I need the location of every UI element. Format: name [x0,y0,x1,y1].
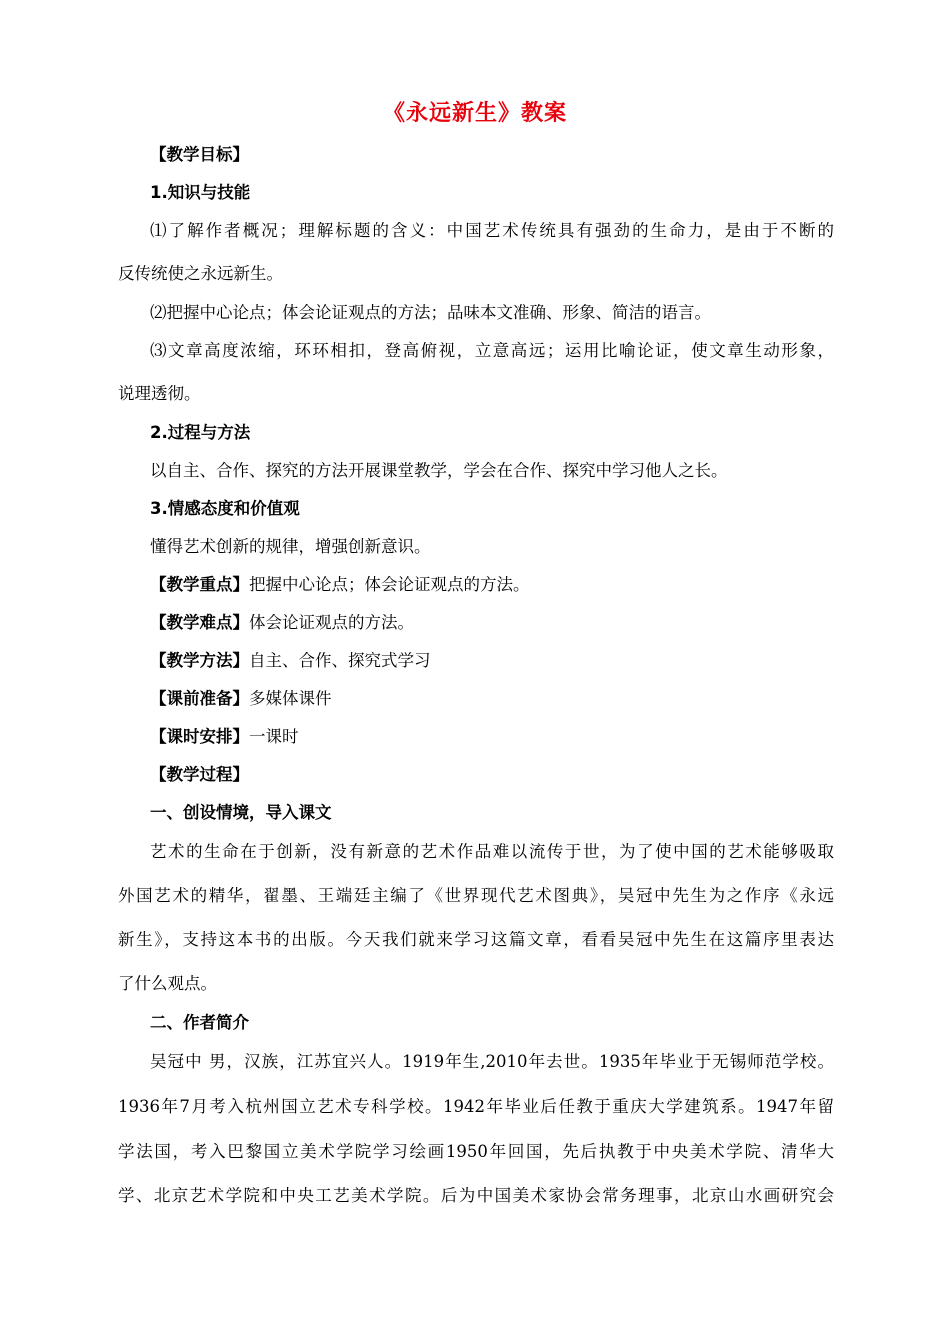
teaching-method-text: 自主、合作、探究式学习 [249,651,431,670]
class-schedule [150,725,834,749]
sec1-item2: ⑵把握中心论点；体会论证观点的方法；品味本文准确、形象、简洁的语言。 [150,303,711,322]
class-schedule-text: 一课时 [249,727,299,746]
class-preparation [150,687,834,711]
section-2-heading: 2.过程与方法 [150,423,251,442]
part1-line3: 新生》，支持这本书的出版。今天我们就来学习这篇文章，看看吴冠中先生在这篇序里表达 [118,930,834,949]
section-3-heading: 3.情感态度和价值观 [150,499,300,518]
teaching-focus-text: 把握中心论点；体会论证观点的方法。 [249,575,530,594]
objectives-heading: 【教学目标】 [150,145,249,164]
teaching-method-label: 【教学方法】 [150,651,249,670]
part2-line4: 学、北京艺术学院和中央工艺美术学院。后为中国美术家协会常务理事，北京山水画研究会 [118,1186,834,1205]
teaching-difficulty-text: 体会论证观点的方法。 [249,613,414,632]
teaching-method [150,649,834,673]
teaching-difficulty [150,611,834,635]
part2-line2: 1936年7月考入杭州国立艺术专科学校。1942年毕业后任教于重庆大学建筑系。1947年留 [118,1097,834,1116]
section-1-heading: 1.知识与技能 [150,183,251,202]
sec1-item3-line2: 说理透彻。 [118,384,201,403]
class-preparation-text: 多媒体课件 [249,689,332,708]
part2-line3: 学法国，考入巴黎国立美术学院学习绘画1950年回国，先后执教于中央美术学院、清华大 [118,1142,834,1161]
part2-line1: 吴冠中 男，汉族，江苏宜兴人。1919年生,2010年去世。1935年毕业于无锡师范学校。 [150,1052,834,1071]
part-2-heading: 二、作者简介 [150,1013,249,1032]
teaching-difficulty-label: 【教学难点】 [150,613,249,632]
sec3-paragraph: 懂得艺术创新的规律，增强创新意识。 [150,537,431,556]
class-preparation-label: 【课前准备】 [150,689,249,708]
part1-line1: 艺术的生命在于创新，没有新意的艺术作品难以流传于世，为了使中国的艺术能够吸取 [150,842,834,861]
teaching-focus [150,573,834,597]
part1-line2: 外国艺术的精华，翟墨、王端廷主编了《世界现代艺术图典》，吴冠中先生为之作序《永远 [118,886,834,905]
sec1-item1-line2: 反传统使之永远新生。 [118,264,283,283]
class-schedule-label: 【课时安排】 [150,727,249,746]
part-1-heading: 一、创设情境，导入课文 [150,803,332,822]
part1-line4: 了什么观点。 [118,974,217,993]
teaching-focus-label: 【教学重点】 [150,575,249,594]
process-heading: 【教学过程】 [150,765,249,784]
document-title: 《永远新生》教案 [382,101,567,126]
sec1-item3-line1: ⑶文章高度浓缩，环环相扣，登高俯视，立意高远；运用比喻论证，使文章生动形象， [150,341,834,360]
sec1-item1-line1: ⑴了解作者概况；理解标题的含义：中国艺术传统具有强劲的生命力，是由于不断的 [150,221,834,240]
sec2-paragraph: 以自主、合作、探究的方法开展课堂教学，学会在合作、探究中学习他人之长。 [150,461,728,480]
